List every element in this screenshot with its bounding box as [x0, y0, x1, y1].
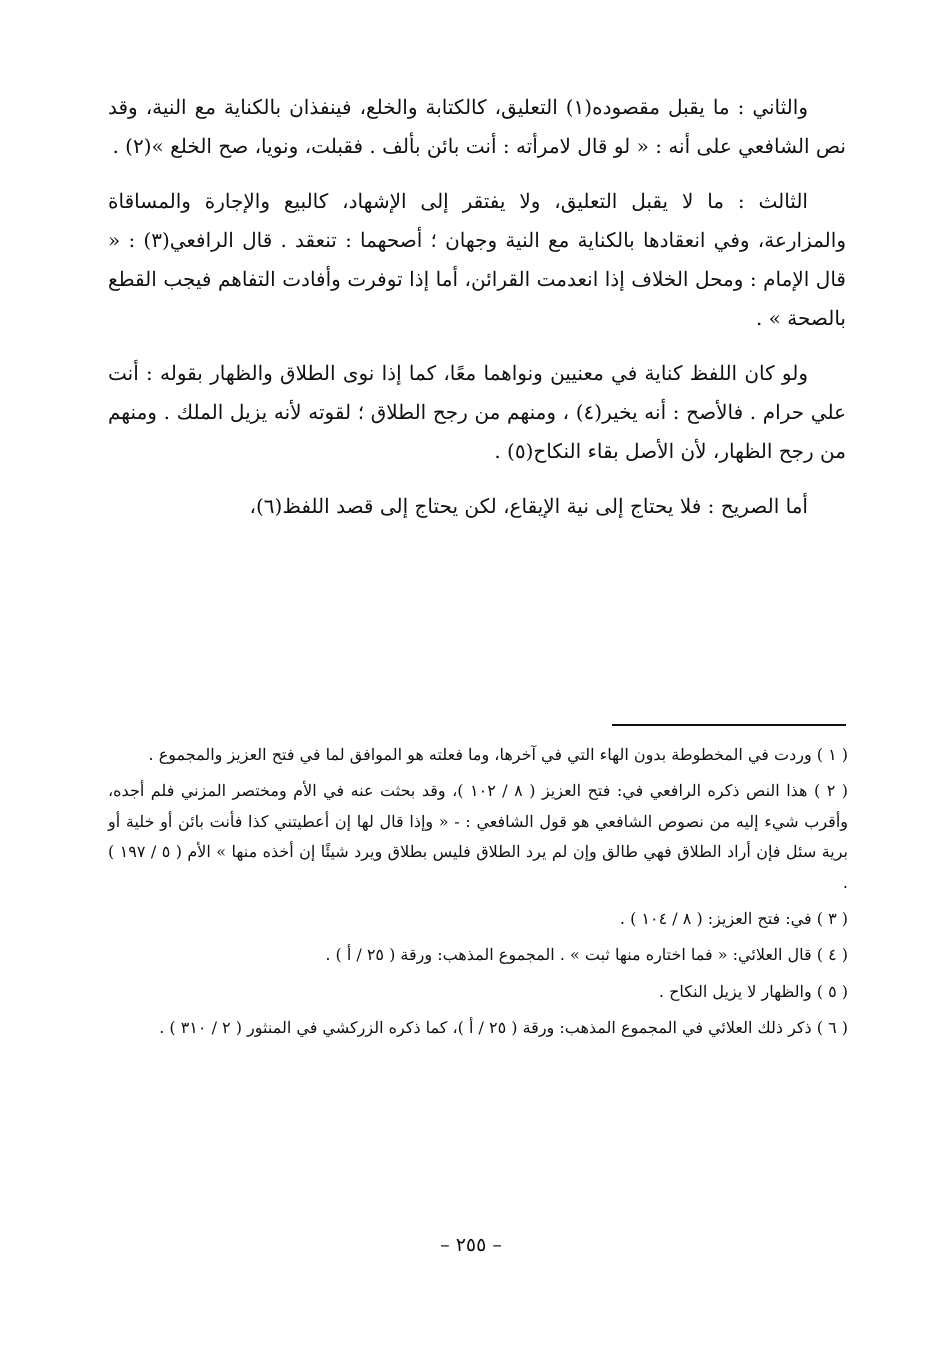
- footnote-6: ( ٦ ) ذكر ذلك العلائي في المجموع المذهب: ورقة ( ٢٥ / أ )، كما ذكره الزركشي في المنثور ( ٢ / ٣١٠ ) .: [159, 1018, 848, 1038]
- footnote-1: ( ١ ) وردت في المخطوطة بدون الهاء التي في آخرها، وما فعلته هو الموافق لما في فتح العزيز والمجموع .: [148, 745, 848, 764]
- paragraph-4: أما الصريح : فلا يحتاج إلى نية الإيقاع، لكن يحتاج إلى قصد اللفظ(٦)،: [249, 494, 808, 518]
- footnotes-section: [108, 740, 848, 1050]
- main-text: [108, 88, 846, 542]
- paragraph-2: الثالث : ما لا يقبل التعليق، ولا يفتقر إلى الإشهاد، كالبيع والإجارة والمساقاة والمزارعة، وفي انعقادها بالكناية مع النية وجهان ؛ أصحهما : تنعقد . قال الرافعي(٣) : « قال الإمام : ومحل الخلاف إذا انعدمت القرائن، أما إذا توفرت وأفادت التفاهم فيجب القطع بالصحة » .: [108, 189, 846, 330]
- page-number: – ٢٥٥ –: [440, 1234, 502, 1256]
- footnote-2: ( ٢ ) هذا النص ذكره الرافعي في: فتح العزيز ( ٨ / ١٠٢ )، وقد بحثت عنه في الأم ومختصر المزني فلم أجده، وأقرب شيء إليه من نصوص الشافعي هو قول الشافعي : - « وإذا قال لها إن أعطيتني كذا فأنت بائن أو خلية أو برية سئل فإن أراد الطلاق فهي طالق وإن لم يرد الطلاق فليس بطلاق ويرد شيئًا إن أخذه منها » الأم ( ٥ / ١٩٧ ) .: [108, 781, 849, 892]
- footnote-3: ( ٣ ) في: فتح العزيز: ( ٨ / ١٠٤ ) .: [619, 908, 848, 928]
- paragraph-3: ولو كان اللفظ كناية في معنيين ونواهما معًا، كما إذا نوى الطلاق والظهار بقوله : أنت علي حرام . فالأصح : أنه يخير(٤) ، ومنهم من رجح الطلاق ؛ لقوته لأنه يزيل الملك . ومنهم من رجح الظهار، لأن الأصل بقاء النكاح(٥) .: [108, 361, 846, 463]
- paragraph-1: والثاني : ما يقبل مقصوده(١) التعليق، كالكتابة والخلع، فينفذان بالكناية مع النية، وقد نص الشافعي على أنه : « لو قال لامرأته : أنت بائن بألف . فقبلت، ونويا، صح الخلع »(٢) .: [108, 95, 846, 158]
- footnote-5: ( ٥ ) والظهار لا يزيل النكاح .: [658, 981, 848, 1001]
- footnote-4: ( ٤ ) قال العلائي: « فما اختاره منها ثبت » . المجموع المذهب: ورقة ( ٢٥ / أ ) .: [325, 945, 848, 965]
- footnote-divider: [612, 724, 846, 726]
